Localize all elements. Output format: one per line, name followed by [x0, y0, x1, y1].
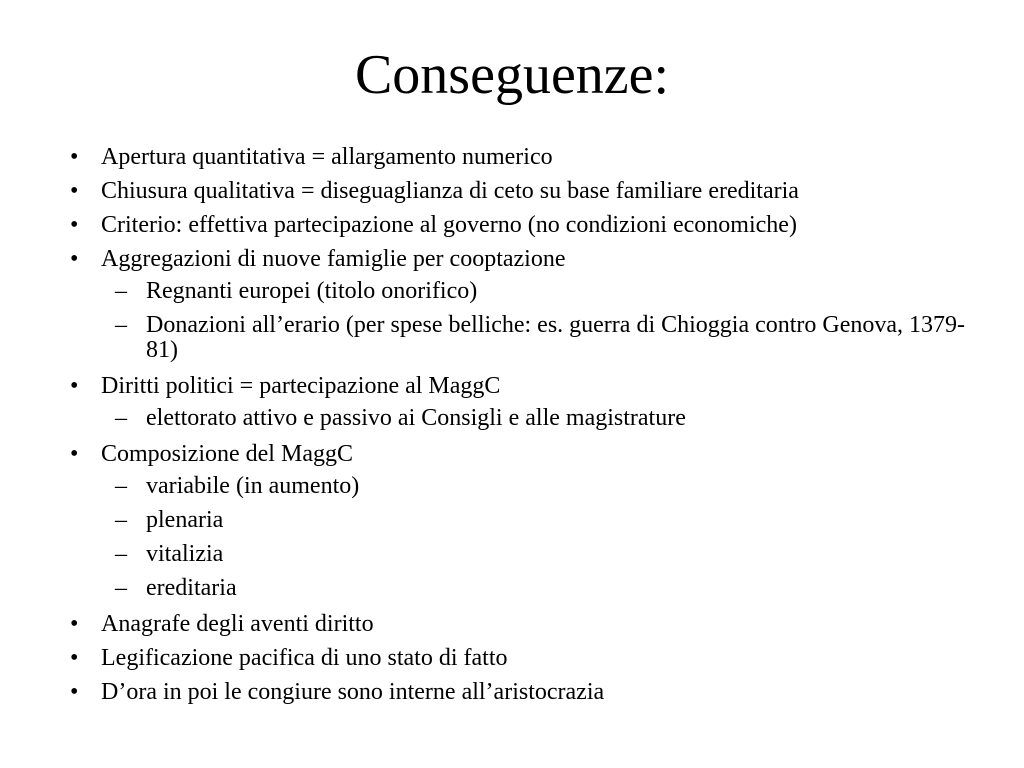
bullet-text: Legificazione pacifica di uno stato di fatto: [101, 645, 508, 671]
bullet-marker: •: [70, 611, 79, 637]
slide-title: Conseguenze:: [354, 44, 670, 106]
dash-marker: –: [115, 405, 127, 431]
bullet-text: Diritti politici = partecipazione al MaggC: [101, 373, 501, 399]
bullet-marker: •: [70, 246, 79, 272]
bullet-marker: •: [70, 679, 79, 705]
bullet-item: [70, 177, 970, 205]
bullet-marker: •: [70, 645, 79, 671]
bullet-text: plenaria: [146, 507, 224, 533]
bullet-item: [70, 143, 970, 171]
dash-marker: –: [115, 473, 127, 499]
bullet-list: [70, 143, 970, 712]
bullet-item: [70, 245, 970, 273]
bullet-item: [70, 440, 970, 468]
sub-bullet-item: [70, 313, 970, 363]
bullet-item: [70, 211, 970, 239]
bullet-text: Anagrafe degli aventi diritto: [101, 611, 374, 637]
bullet-text: Composizione del MaggC: [101, 441, 353, 467]
sub-bullet-item: [70, 576, 970, 601]
sub-bullet-item: [70, 508, 970, 533]
bullet-text: Criterio: effettiva partecipazione al governo (no condizioni economiche): [101, 212, 797, 238]
bullet-marker: •: [70, 373, 79, 399]
bullet-text: vitalizia: [146, 541, 224, 567]
bullet-marker: •: [70, 178, 79, 204]
bullet-item: [70, 372, 970, 400]
sub-bullet-item: [70, 406, 970, 431]
dash-marker: –: [115, 575, 127, 601]
sub-bullet-item: [70, 279, 970, 304]
bullet-item: [70, 644, 970, 672]
bullet-text: ereditaria: [146, 575, 237, 601]
bullet-marker: •: [70, 144, 79, 170]
bullet-text: Aggregazioni di nuove famiglie per cooptazione: [101, 246, 566, 272]
bullet-text: Donazioni all’erario (per spese belliche: es. guerra di Chioggia contro Genova, 1379-81): [146, 312, 966, 363]
bullet-item: [70, 678, 970, 706]
bullet-text: Apertura quantitativa = allargamento numerico: [101, 144, 553, 170]
dash-marker: –: [115, 507, 127, 533]
bullet-text: elettorato attivo e passivo ai Consigli e alle magistrature: [146, 405, 686, 431]
dash-marker: –: [115, 312, 127, 338]
dash-marker: –: [115, 541, 127, 567]
bullet-marker: •: [70, 212, 79, 238]
sub-bullet-item: [70, 474, 970, 499]
bullet-text: variabile (in aumento): [146, 473, 360, 499]
bullet-text: Regnanti europei (titolo onorifico): [146, 278, 478, 304]
bullet-item: [70, 610, 970, 638]
sub-bullet-item: [70, 542, 970, 567]
bullet-text: D’ora in poi le congiure sono interne all’aristocrazia: [101, 679, 605, 705]
bullet-marker: •: [70, 441, 79, 467]
bullet-text: Chiusura qualitativa = diseguaglianza di ceto su base familiare ereditaria: [101, 178, 799, 204]
dash-marker: –: [115, 278, 127, 304]
